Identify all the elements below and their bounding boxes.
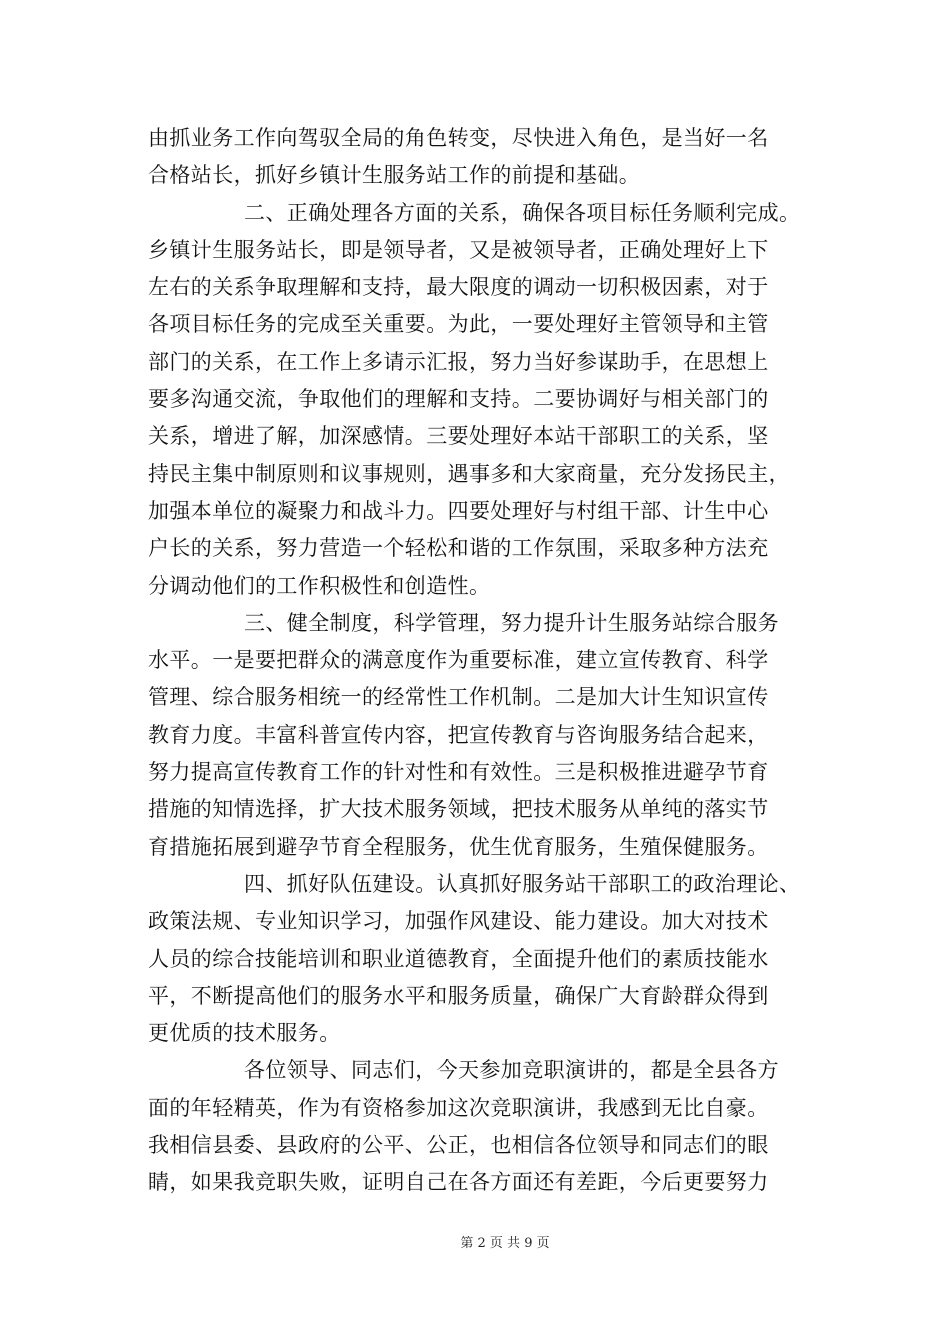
- text-line: 由抓业务工作向驾驭全局的角色转变，尽快进入角色，是当好一名: [148, 126, 769, 150]
- text-line: 更优质的技术服务。: [148, 1021, 341, 1046]
- text-line: 人员的综合技能培训和职业道德教育，全面提升他们的素质技能水: [148, 946, 769, 971]
- text-line: 各项目标任务的完成至关重要。为此，一要处理好主管领导和主管: [148, 312, 769, 337]
- text-line: 持民主集中制原则和议事规则，遇事多和大家商量，充分发扬民主，: [148, 461, 790, 486]
- text-line: 四、抓好队伍建设。认真抓好服务站干部职工的政治理论、: [244, 871, 801, 896]
- text-line: 措施的知情选择，扩大技术服务领域，把技术服务从单纯的落实节: [148, 797, 769, 822]
- text-line: 关系，增进了解，加深感情。三要处理好本站干部职工的关系，坚: [148, 424, 769, 449]
- text-line: 乡镇计生服务站长，即是领导者，又是被领导者，正确处理好上下: [148, 237, 769, 262]
- text-line: 左右的关系争取理解和支持，最大限度的调动一切积极因素，对于: [148, 275, 769, 300]
- text-line: 睛，如果我竞职失败，证明自己在各方面还有差距，今后更要努力: [148, 1170, 769, 1195]
- text-line: 政策法规、专业知识学习，加强作风建设、能力建设。加大对技术: [148, 909, 769, 934]
- text-line: 户长的关系，努力营造一个轻松和谐的工作氛围，采取多种方法充: [148, 536, 769, 561]
- text-line: 各位领导、同志们，今天参加竞职演讲的，都是全县各方: [244, 1058, 779, 1083]
- text-line: 三、健全制度，科学管理，努力提升计生服务站综合服务: [244, 610, 779, 635]
- text-line: 水平。一是要把群众的满意度作为重要标准，建立宣传教育、科学: [148, 648, 769, 673]
- text-line: 教育力度。丰富科普宣传内容，把宣传教育与咨询服务结合起来，: [148, 722, 769, 747]
- text-line: 要多沟通交流，争取他们的理解和支持。二要协调好与相关部门的: [148, 387, 769, 412]
- text-line: 面的年轻精英，作为有资格参加这次竞职演讲，我感到无比自豪。: [148, 1095, 769, 1120]
- text-line: 我相信县委、县政府的公平、公正，也相信各位领导和同志们的眼: [148, 1133, 769, 1158]
- text-line: 管理、综合服务相统一的经常性工作机制。二是加大计生知识宣传: [148, 685, 769, 710]
- page-footer: 第 2 页 共 9 页: [460, 1236, 550, 1251]
- text-line: 部门的关系，在工作上多请示汇报，努力当好参谋助手，在思想上: [148, 349, 769, 374]
- text-line: 努力提高宣传教育工作的针对性和有效性。三是积极推进避孕节育: [148, 760, 769, 785]
- text-line: 平，不断提高他们的服务水平和服务质量，确保广大育龄群众得到: [148, 983, 769, 1008]
- text-line: 加强本单位的凝聚力和战斗力。四要处理好与村组干部、计生中心: [148, 498, 769, 523]
- text-line: 二、正确处理各方面的关系，确保各项目标任务顺利完成。: [244, 200, 801, 225]
- text-line: 育措施拓展到避孕节育全程服务，优生优育服务，生殖保健服务。: [148, 834, 769, 859]
- text-line: 分调动他们的工作积极性和创造性。: [148, 573, 491, 598]
- body-text: [148, 120, 814, 1202]
- text-line: 合格站长，抓好乡镇计生服务站工作的前提和基础。: [148, 163, 641, 188]
